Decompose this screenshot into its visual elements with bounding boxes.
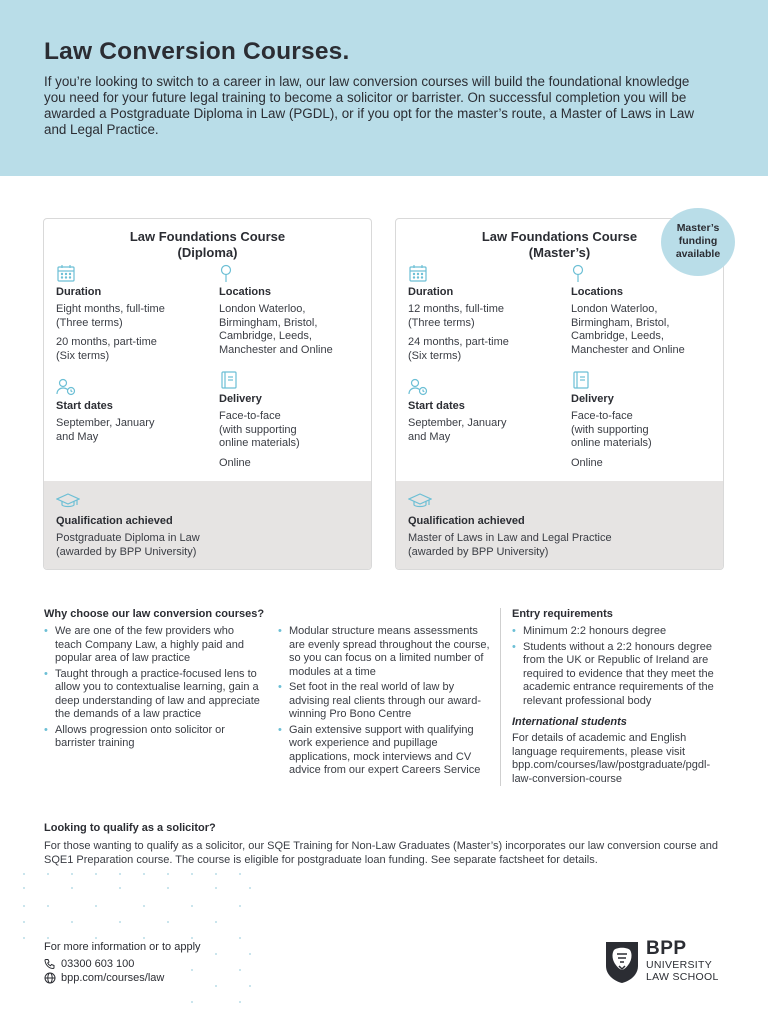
bpp-logo xyxy=(604,938,734,988)
person-clock-icon xyxy=(56,377,76,397)
delivery-value-1: Face-to-face (with supporting online materials) xyxy=(219,410,300,449)
locations-value: London Waterloo, Birmingham, Bristol, Cambridge, Leeds, Manchester and Online xyxy=(219,303,333,356)
why-list-col2 xyxy=(278,625,490,780)
qualification-panel xyxy=(396,481,723,570)
column-divider xyxy=(500,608,501,786)
delivery-label: Delivery xyxy=(219,393,262,405)
duration-part: 24 months, part-time (Six terms) xyxy=(408,336,509,362)
course-card-diploma xyxy=(43,218,372,570)
qualification-value: Postgraduate Diploma in Law (awarded by BPP University) xyxy=(56,532,200,558)
course-title: Law Foundations Course (Master’s) xyxy=(481,229,638,260)
start-dates-value: September, January and May xyxy=(56,417,155,443)
start-dates-value: September, January and May xyxy=(408,417,507,443)
entry-list xyxy=(512,625,727,710)
duration-full: Eight months, full-time (Three terms) xyxy=(56,303,165,329)
book-icon xyxy=(571,370,591,390)
contact-title: For more information or to apply xyxy=(44,941,201,953)
duration-label: Duration xyxy=(408,286,454,298)
duration-part: 20 months, part-time (Six terms) xyxy=(56,336,157,362)
location-pin-icon xyxy=(216,263,236,283)
qualification-panel xyxy=(44,481,371,570)
list-item: • Modular structure means assessments are evenly spread throughout the course, so you can focus on a limited number of modules at a time xyxy=(278,625,490,679)
phone-row[interactable] xyxy=(44,958,134,970)
calendar-icon xyxy=(56,263,76,283)
start-dates-label: Start dates xyxy=(408,400,465,412)
phone-icon xyxy=(44,958,56,970)
course-title: Law Foundations Course (Diploma) xyxy=(129,229,286,260)
why-choose-title: Why choose our law conversion courses? xyxy=(44,608,265,620)
person-clock-icon xyxy=(408,377,428,397)
page-title: Law Conversion Courses. xyxy=(44,38,350,65)
international-students-title: International students xyxy=(512,716,627,728)
phone-number[interactable]: 03300 603 100 xyxy=(61,958,135,970)
graduation-cap-icon xyxy=(408,491,428,511)
qualify-solicitor-title: Looking to qualify as a solicitor? xyxy=(44,822,216,834)
qualification-label: Qualification achieved xyxy=(56,515,173,527)
calendar-icon xyxy=(408,263,428,283)
hero-banner xyxy=(0,0,768,176)
start-dates-label: Start dates xyxy=(56,400,113,412)
list-item: • Students without a 2:2 honours degree from the UK or Republic of Ireland are required to evidence that they meet the academic entrance requirements of the relevant professional body xyxy=(512,641,727,709)
funding-badge: Master’s funding available xyxy=(661,208,735,276)
qualification-value: Master of Laws in Law and Legal Practice (awarded by BPP University) xyxy=(408,532,612,558)
why-list-col1 xyxy=(44,625,262,753)
international-students-text: For details of academic and English language requirements, please visit bpp.com/courses/law/postgraduate/pgdl-law-conversion-course xyxy=(512,732,711,785)
globe-icon xyxy=(44,972,56,984)
delivery-value-2: Online xyxy=(219,457,251,469)
entry-requirements-title: Entry requirements xyxy=(512,608,613,620)
list-item: • We are one of the few providers who teach Company Law, a highly paid and popular area of law practice xyxy=(44,625,262,666)
decorative-dot-pattern xyxy=(20,870,260,1010)
list-item: • Taught through a practice-focused lens to allow you to contextualise learning, gain a deep understanding of law and appreciate the demands of a law practice xyxy=(44,668,262,722)
logo-name: BPP xyxy=(646,938,687,959)
course-card-masters xyxy=(395,218,724,570)
duration-label: Duration xyxy=(56,286,102,298)
book-icon xyxy=(219,370,239,390)
list-item: • Set foot in the real world of law by advising real clients through our award-winning Pro Bono Centre xyxy=(278,681,490,722)
duration-full: 12 months, full-time (Three terms) xyxy=(408,303,504,329)
web-row[interactable] xyxy=(44,972,164,984)
location-pin-icon xyxy=(568,263,588,283)
list-item: • Allows progression onto solicitor or barrister training xyxy=(44,724,262,751)
locations-value: London Waterloo, Birmingham, Bristol, Cambridge, Leeds, Manchester and Online xyxy=(571,303,685,356)
list-item: • Minimum 2:2 honours degree xyxy=(512,625,727,639)
delivery-value-2: Online xyxy=(571,457,603,469)
qualify-solicitor-text: For those wanting to qualify as a solicitor, our SQE Training for Non-Law Graduates (Master’s) incorporates our law conversion course and SQE1 Preparation course. The course is eligible for postgraduate loan funding. See separate factsheet for details. xyxy=(44,840,718,866)
delivery-value-1: Face-to-face (with supporting online materials) xyxy=(571,410,652,449)
locations-label: Locations xyxy=(219,286,271,298)
locations-label: Locations xyxy=(571,286,623,298)
intro-text: If you’re looking to switch to a career in law, our law conversion courses will build the foundational knowledge you need for your future legal training to become a solicitor or barrister. On successful completion you will be awarded a Postgraduate Diploma in Law (PGDL), or if you opt for the master’s route, a Master of Laws in Law and Legal Practice. xyxy=(44,74,695,137)
lion-shield-icon xyxy=(604,940,640,984)
qualification-label: Qualification achieved xyxy=(408,515,525,527)
logo-subtitle: UNIVERSITY LAW SCHOOL xyxy=(646,959,719,983)
delivery-label: Delivery xyxy=(571,393,614,405)
list-item: • Gain extensive support with qualifying work experience and pupillage applications, mock interviews and CV advice from our expert Careers Service xyxy=(278,724,490,778)
website-link[interactable]: bpp.com/courses/law xyxy=(61,972,165,984)
graduation-cap-icon xyxy=(56,491,76,511)
